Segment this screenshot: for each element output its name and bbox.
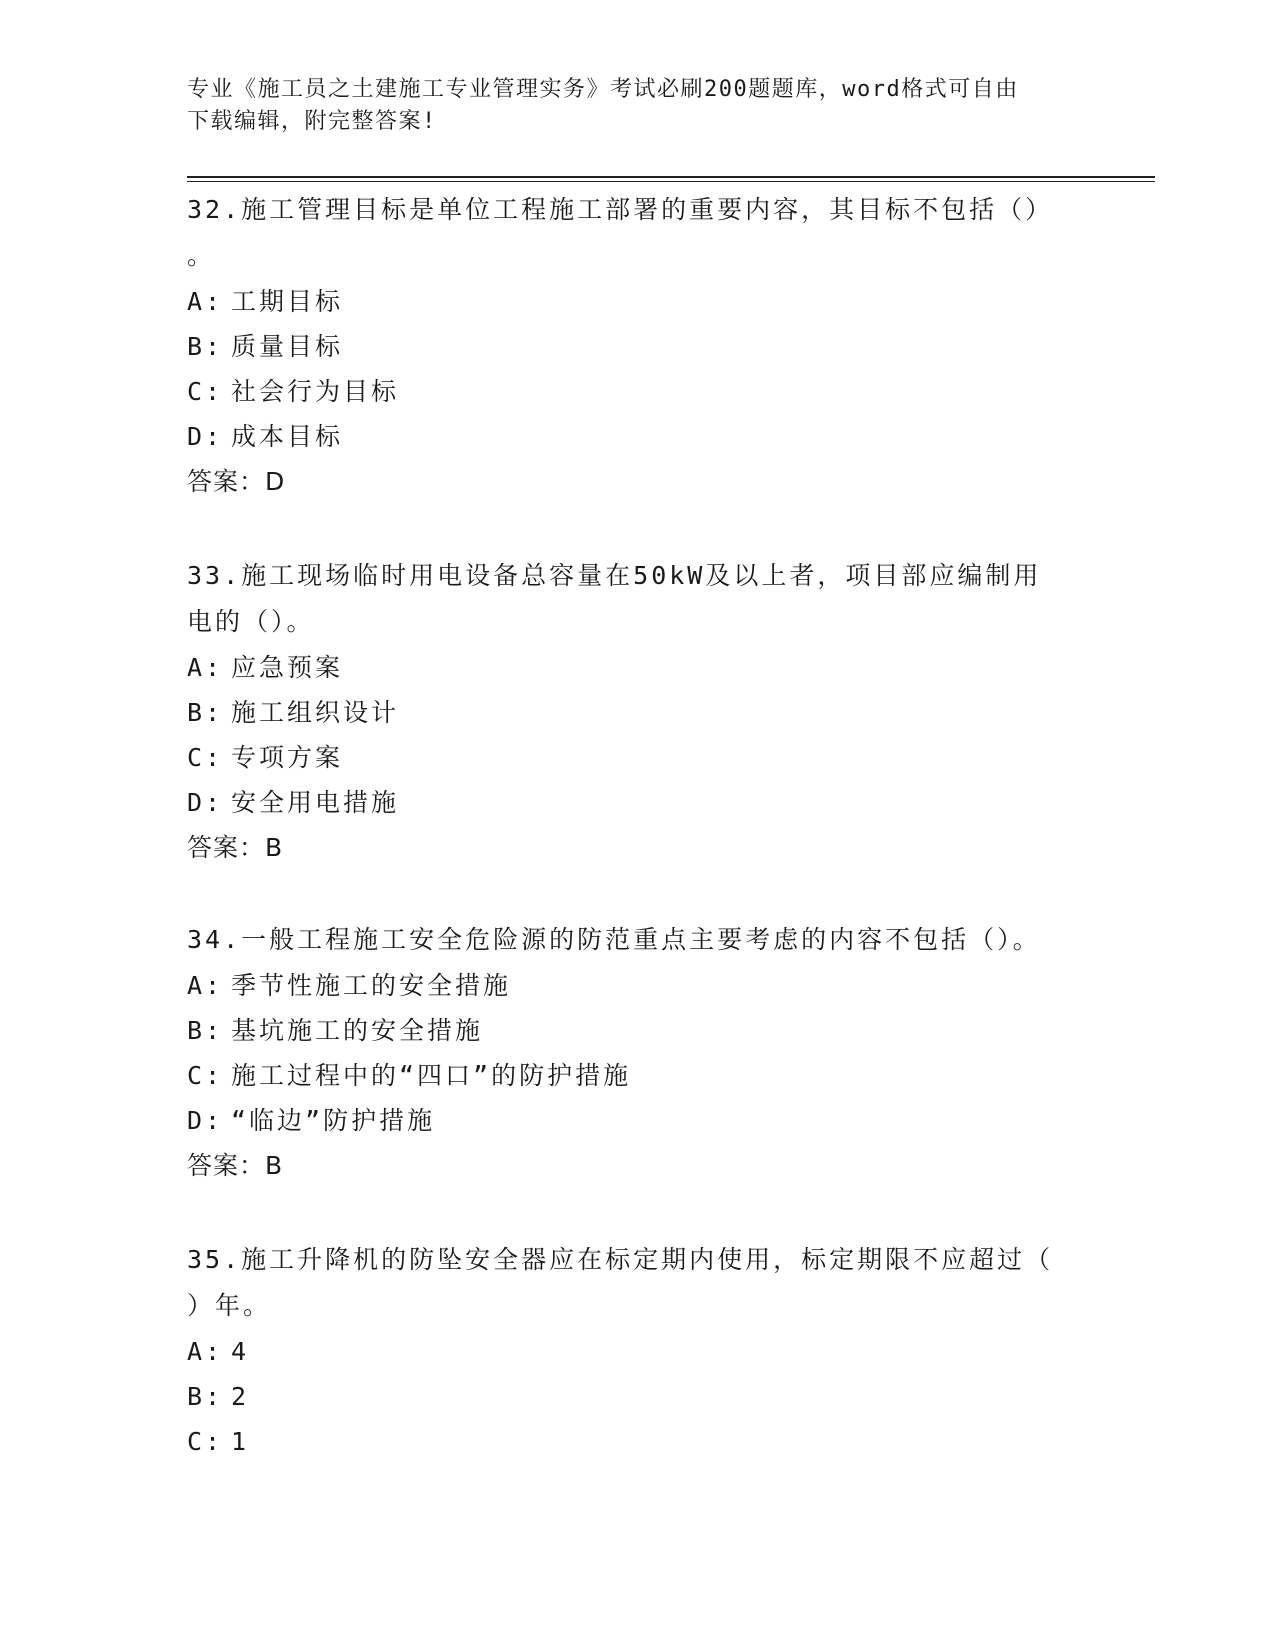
option-d xyxy=(187,1098,1067,1143)
option-letter: D: xyxy=(187,422,224,451)
question-stem-line-1: 32.施工管理目标是单位工程施工部署的重要内容，其目标不包括（） xyxy=(187,195,1054,224)
option-text: 工期目标 xyxy=(231,287,344,316)
question-stem-line-1: 35.施工升降机的防坠安全器应在标定期内使用，标定期限不应超过（ xyxy=(187,1245,1054,1274)
option-text: 应急预案 xyxy=(231,653,344,682)
header-line-1: 专业《施工员之土建施工专业管理实务》考试必刷200题题库，word格式可自由 xyxy=(187,77,1019,102)
option-c xyxy=(187,1053,1067,1098)
option-b xyxy=(187,324,1067,369)
option-text: 质量目标 xyxy=(231,332,344,361)
option-text: 2 xyxy=(231,1382,250,1411)
option-d xyxy=(187,780,1067,825)
option-letter: B: xyxy=(187,1016,224,1045)
question-35 xyxy=(187,1237,1067,1464)
answer-line: 答案：D xyxy=(187,467,286,496)
option-text: 季节性施工的安全措施 xyxy=(231,971,512,1000)
option-letter: A: xyxy=(187,1337,224,1366)
question-34 xyxy=(187,917,1067,1189)
option-letter: B: xyxy=(187,332,224,361)
option-d xyxy=(187,414,1067,459)
option-a xyxy=(187,1329,1067,1374)
option-text: 施工过程中的“四口”的防护措施 xyxy=(231,1061,632,1090)
option-letter: A: xyxy=(187,287,224,316)
option-c xyxy=(187,1419,1067,1464)
answer-line: 答案：B xyxy=(187,833,284,862)
option-letter: A: xyxy=(187,653,224,682)
option-text: “临边”防护措施 xyxy=(231,1106,436,1135)
header-divider-thin xyxy=(187,181,1155,182)
option-b xyxy=(187,1374,1067,1419)
option-text: 1 xyxy=(231,1427,250,1456)
option-letter: C: xyxy=(187,1061,224,1090)
option-b xyxy=(187,1008,1067,1053)
option-letter: C: xyxy=(187,377,224,406)
option-text: 成本目标 xyxy=(231,422,344,451)
option-letter: C: xyxy=(187,743,224,772)
option-c xyxy=(187,735,1067,780)
option-letter: C: xyxy=(187,1427,224,1456)
header-line-2: 下载编辑，附完整答案! xyxy=(187,109,437,134)
option-text: 社会行为目标 xyxy=(231,377,400,406)
option-a xyxy=(187,645,1067,690)
question-stem-line-2: 电的（）。 xyxy=(187,607,315,636)
option-a xyxy=(187,279,1067,324)
option-letter: D: xyxy=(187,788,224,817)
option-letter: B: xyxy=(187,698,224,727)
option-letter: D: xyxy=(187,1106,224,1135)
option-text: 专项方案 xyxy=(231,743,344,772)
option-text: 安全用电措施 xyxy=(231,788,400,817)
question-stem-line-2: 。 xyxy=(187,241,216,270)
option-a xyxy=(187,963,1067,1008)
question-32 xyxy=(187,187,1067,505)
header-divider-thick xyxy=(187,176,1155,178)
option-c xyxy=(187,369,1067,414)
question-stem-line-1: 33.施工现场临时用电设备总容量在50kW及以上者，项目部应编制用 xyxy=(187,561,1042,590)
option-text: 施工组织设计 xyxy=(231,698,400,727)
document-header xyxy=(187,74,1067,138)
option-text: 基坑施工的安全措施 xyxy=(231,1016,484,1045)
option-letter: B: xyxy=(187,1382,224,1411)
option-letter: A: xyxy=(187,971,224,1000)
option-text: 4 xyxy=(231,1337,250,1366)
answer-line: 答案：B xyxy=(187,1151,284,1180)
option-b xyxy=(187,690,1067,735)
question-33 xyxy=(187,553,1067,871)
question-stem-line-2: ）年。 xyxy=(187,1291,272,1320)
question-stem-line-1: 34.一般工程施工安全危险源的防范重点主要考虑的内容不包括（）。 xyxy=(187,925,1041,954)
